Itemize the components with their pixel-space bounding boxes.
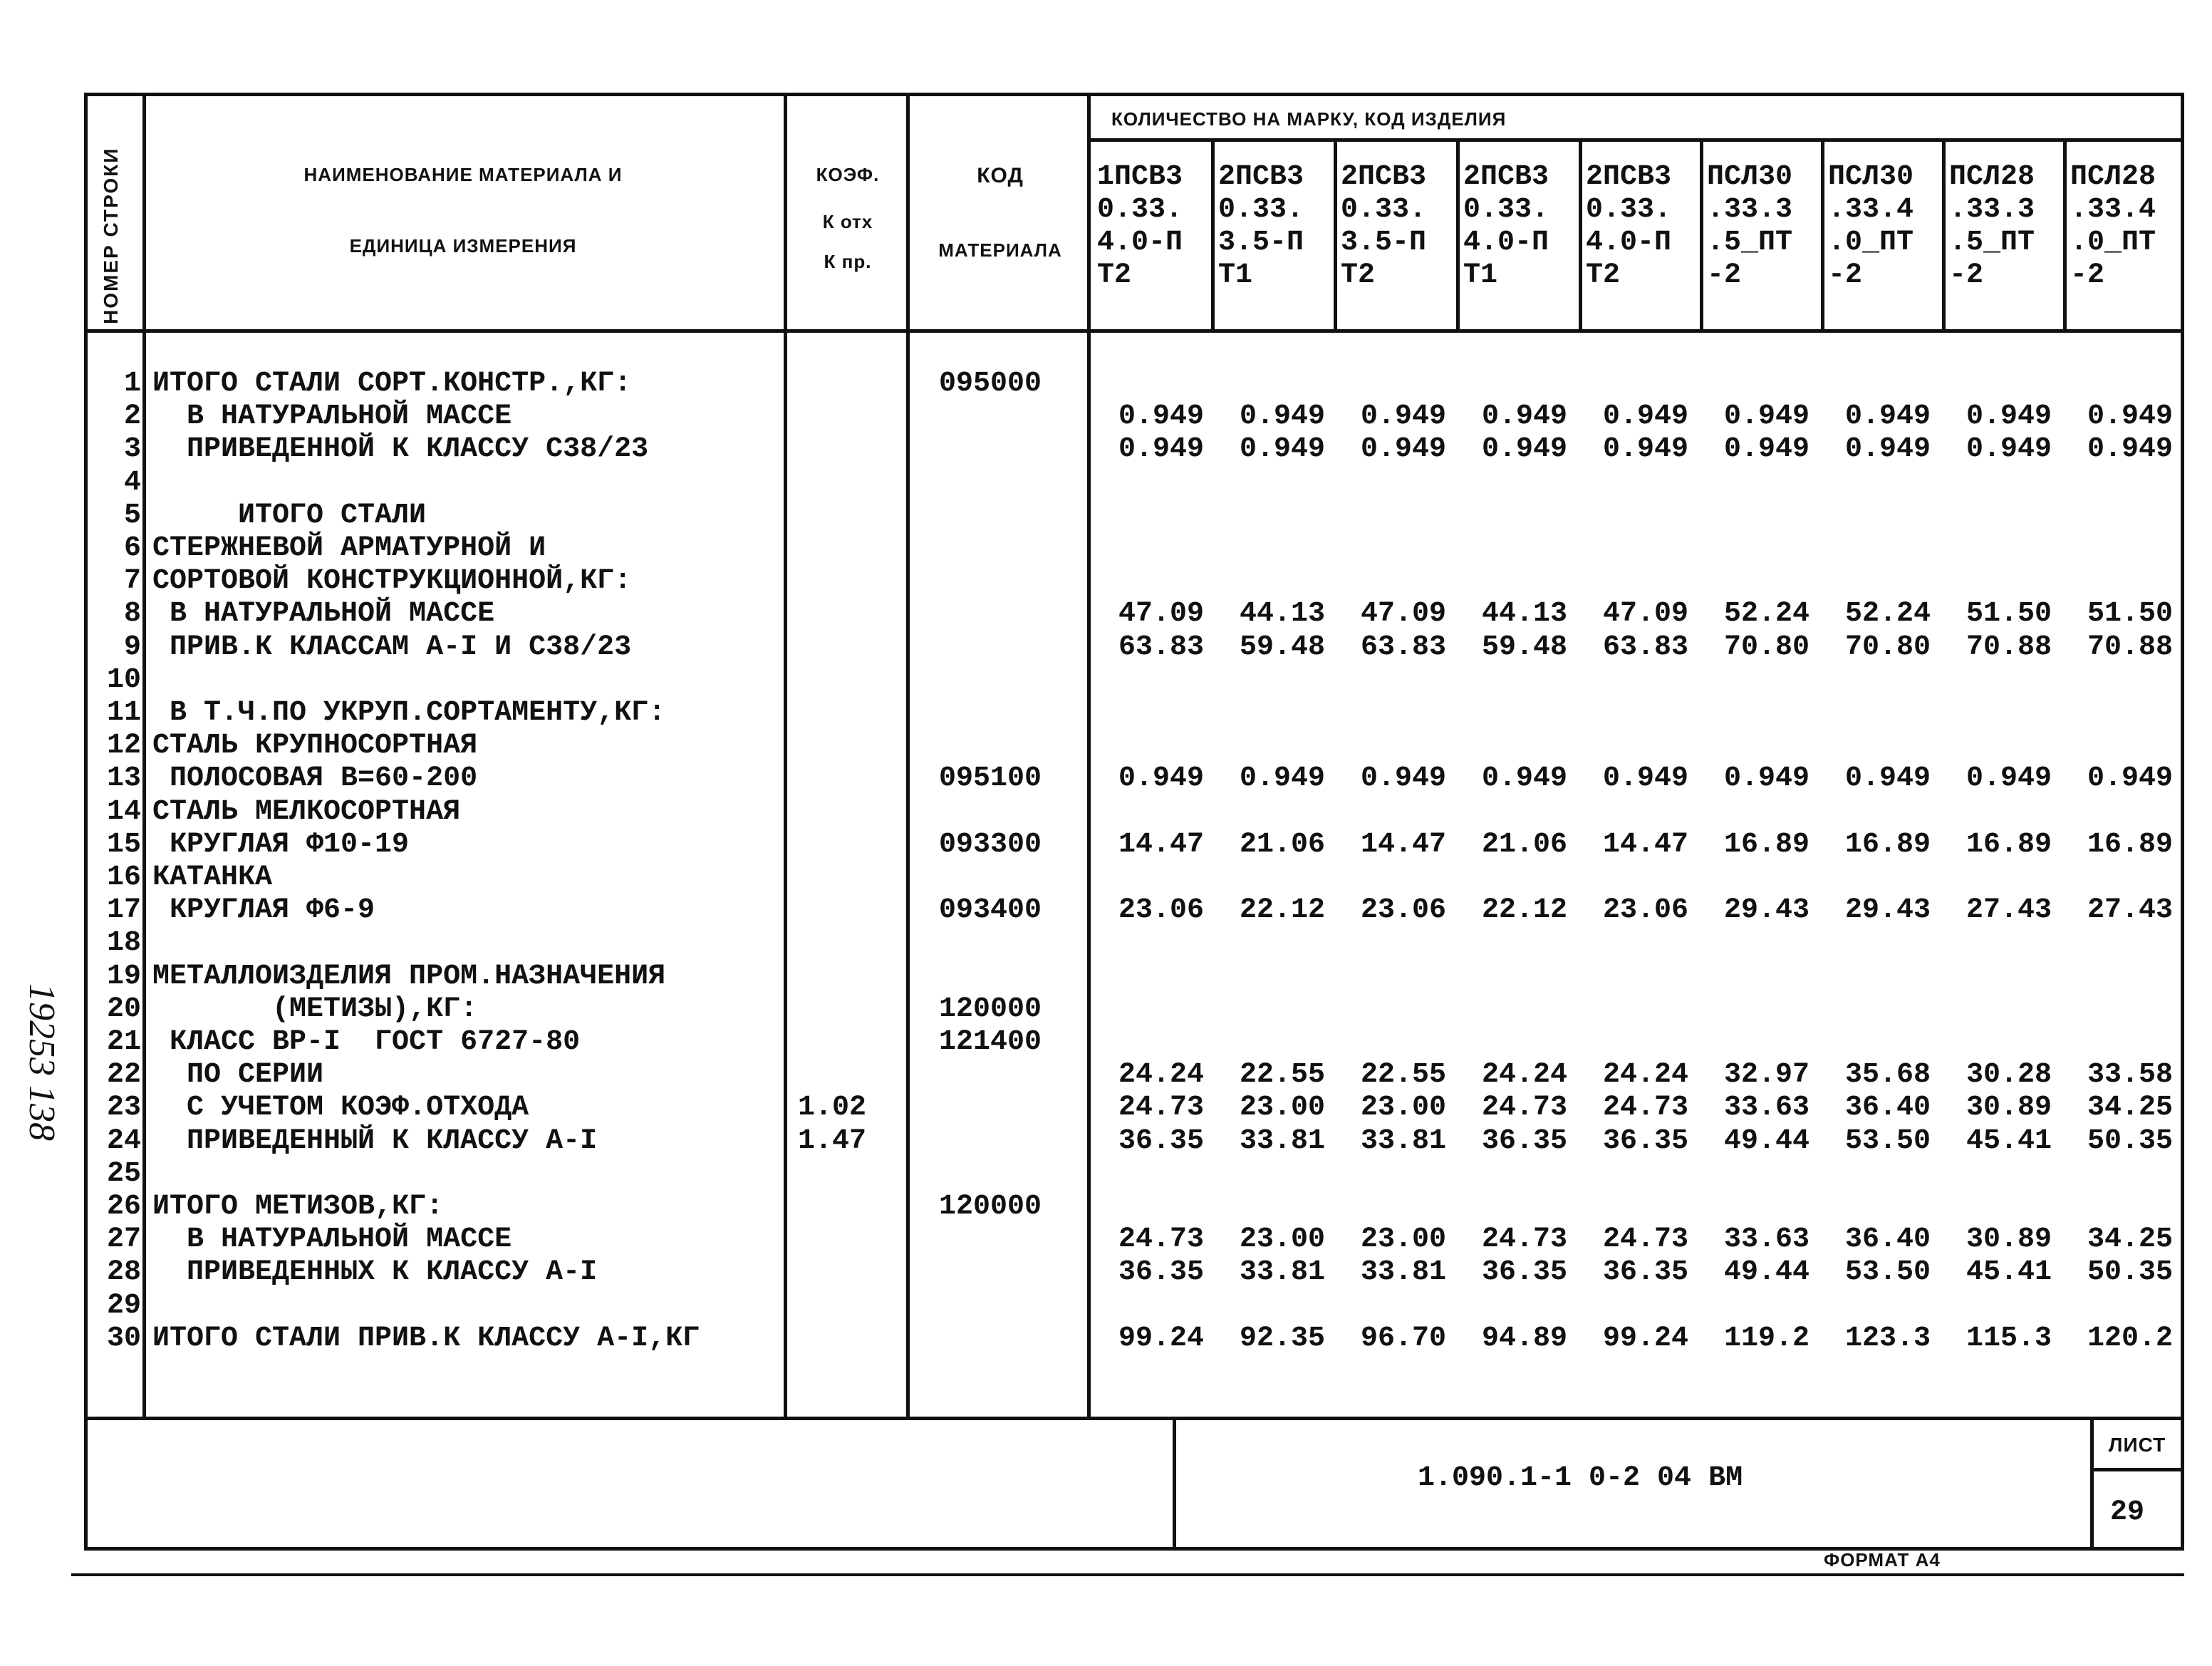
quantity-value: 21.06	[1239, 828, 1325, 861]
rule-quantity-header	[1087, 138, 2184, 142]
quantity-value: 0.949	[2087, 400, 2173, 433]
column-header-8-line2: .33.3	[1949, 194, 2035, 226]
quantity-value: 14.47	[1360, 828, 1446, 861]
quantity-value: 23.06	[1602, 894, 1688, 927]
row-number: 14	[106, 795, 141, 828]
divider-col1	[1211, 138, 1215, 331]
quantity-value: 29.43	[1723, 894, 1809, 927]
column-header-3-line3: 3.5-П	[1341, 227, 1427, 259]
row-number: 11	[106, 697, 141, 729]
row-number: 24	[106, 1124, 141, 1157]
material-code: 093400	[939, 894, 1042, 927]
material-name: ПОЛОСОВАЯ В=60-200	[152, 762, 478, 795]
coef-header-line1: КОЭФ.	[816, 164, 880, 185]
quantity-value: 33.58	[2087, 1059, 2173, 1092]
quantity-header: КОЛИЧЕСТВО НА МАРКУ, КОД ИЗДЕЛИЯ	[1111, 108, 1507, 130]
name-header-line1: НАИМЕНОВАНИЕ МАТЕРИАЛА И	[303, 164, 623, 185]
column-header-1-line3: 4.0-П	[1097, 227, 1183, 259]
quantity-value: 36.35	[1602, 1256, 1688, 1289]
code-header-line1: КОД	[977, 164, 1024, 187]
quantity-value: 49.44	[1723, 1124, 1809, 1157]
material-name: КРУГЛАЯ Ф6-9	[152, 894, 375, 927]
quantity-value: 34.25	[2087, 1092, 2173, 1124]
quantity-value: 115.3	[1966, 1322, 2052, 1355]
sheet-label: ЛИСТ	[2108, 1434, 2166, 1456]
quantity-value: 27.43	[1966, 894, 2052, 927]
row-number: 2	[123, 400, 141, 433]
quantity-value: 22.55	[1239, 1059, 1325, 1092]
coefficient: 1.02	[798, 1092, 867, 1124]
material-name: (МЕТИЗЫ),КГ:	[152, 993, 478, 1025]
quantity-value: 47.09	[1118, 598, 1204, 631]
column-header-5-line2: 0.33.	[1586, 194, 1672, 226]
quantity-value: 32.97	[1723, 1059, 1809, 1092]
quantity-value: 0.949	[1844, 433, 1931, 466]
column-header-8-line1: ПСЛ28	[1949, 161, 2035, 193]
material-name: КАТАНКА	[152, 862, 273, 894]
column-header-6-line4: -2	[1707, 259, 1742, 291]
material-name: ИТОГО СТАЛИ ПРИВ.К КЛАССУ А-I,КГ	[152, 1322, 700, 1355]
quantity-value: 70.80	[1723, 631, 1809, 663]
quantity-value: 0.949	[1239, 762, 1325, 795]
quantity-value: 0.949	[1118, 762, 1204, 795]
quantity-value: 0.949	[1360, 433, 1446, 466]
document-code: 1.090.1-1 0-2 04 ВМ	[1418, 1462, 1743, 1494]
material-name: ПРИВЕДЕННОЙ К КЛАССУ С38/23	[152, 433, 649, 466]
quantity-value: 92.35	[1239, 1322, 1325, 1355]
divider-coef	[906, 93, 910, 1418]
material-name: В НАТУРАЛЬНОЙ МАССЕ	[152, 598, 495, 631]
quantity-value: 51.50	[1966, 598, 2052, 631]
row-number: 15	[106, 828, 141, 861]
quantity-value: 16.89	[2087, 828, 2173, 861]
quantity-value: 99.24	[1602, 1322, 1688, 1355]
column-header-7-line4: -2	[1828, 259, 1863, 291]
quantity-value: 36.35	[1481, 1256, 1567, 1289]
material-code: 120000	[939, 1191, 1042, 1223]
quantity-value: 0.949	[1239, 433, 1325, 466]
quantity-value: 24.73	[1602, 1223, 1688, 1256]
name-header-line2: ЕДИНИЦА ИЗМЕРЕНИЯ	[349, 235, 577, 257]
row-number: 26	[106, 1191, 141, 1223]
quantity-value: 24.73	[1602, 1092, 1688, 1124]
divider-col6	[1821, 138, 1824, 331]
material-code: 093300	[939, 828, 1042, 861]
material-name: КЛАСС ВР-I ГОСТ 6727-80	[152, 1026, 581, 1058]
column-header-2-line4: Т1	[1218, 259, 1253, 291]
code-header-line2: МАТЕРИАЛА	[938, 239, 1062, 261]
quantity-value: 53.50	[1844, 1256, 1931, 1289]
divider-name	[784, 93, 787, 1418]
quantity-value: 0.949	[1481, 400, 1567, 433]
quantity-value: 59.48	[1239, 631, 1325, 663]
quantity-value: 24.24	[1602, 1059, 1688, 1092]
material-name: СТАЛЬ КРУПНОСОРТНАЯ	[152, 730, 478, 762]
quantity-value: 14.47	[1118, 828, 1204, 861]
material-code: 095000	[939, 368, 1042, 400]
quantity-value: 0.949	[1723, 400, 1809, 433]
coefficient: 1.47	[798, 1124, 867, 1157]
quantity-value: 63.83	[1360, 631, 1446, 663]
quantity-value: 36.40	[1844, 1223, 1931, 1256]
quantity-value: 16.89	[1966, 828, 2052, 861]
column-header-1-line2: 0.33.	[1097, 194, 1183, 226]
quantity-value: 0.949	[2087, 433, 2173, 466]
quantity-value: 24.73	[1481, 1223, 1567, 1256]
quantity-value: 16.89	[1723, 828, 1809, 861]
quantity-value: 0.949	[1602, 762, 1688, 795]
rule-header-bottom	[84, 329, 2184, 333]
column-header-9-line3: .0_ПТ	[2070, 227, 2156, 259]
divider-rownum	[142, 93, 146, 1418]
column-header-6-line2: .33.3	[1707, 194, 1793, 226]
column-header-7-line1: ПСЛ30	[1828, 161, 1914, 193]
quantity-value: 0.949	[1239, 400, 1325, 433]
quantity-value: 24.73	[1481, 1092, 1567, 1124]
stamp-sheet-divider	[2090, 1417, 2094, 1551]
column-header-7-line2: .33.4	[1828, 194, 1914, 226]
column-header-9-line1: ПСЛ28	[2070, 161, 2156, 193]
quantity-value: 123.3	[1844, 1322, 1931, 1355]
row-number: 23	[106, 1092, 141, 1124]
quantity-value: 51.50	[2087, 598, 2173, 631]
quantity-value: 0.949	[1118, 400, 1204, 433]
quantity-value: 0.949	[1966, 762, 2052, 795]
material-name: МЕТАЛЛОИЗДЕЛИЯ ПРОМ.НАЗНАЧЕНИЯ	[152, 960, 666, 993]
row-number: 18	[106, 927, 141, 960]
material-name: КРУГЛАЯ Ф10-19	[152, 828, 410, 861]
column-header-6-line3: .5_ПТ	[1707, 227, 1793, 259]
material-name: СТЕРЖНЕВОЙ АРМАТУРНОЙ И	[152, 532, 546, 564]
quantity-value: 0.949	[1844, 762, 1931, 795]
material-name: ПРИВЕДЕННЫЙ К КЛАССУ А-I	[152, 1124, 598, 1157]
coef-header-line3: К пр.	[824, 251, 872, 272]
quantity-value: 21.06	[1481, 828, 1567, 861]
row-number-header: НОМЕР СТРОКИ	[100, 147, 122, 324]
quantity-value: 63.83	[1602, 631, 1688, 663]
quantity-value: 44.13	[1481, 598, 1567, 631]
quantity-value: 44.13	[1239, 598, 1325, 631]
divider-col2	[1334, 138, 1337, 331]
quantity-value: 0.949	[1481, 762, 1567, 795]
row-number: 30	[106, 1322, 141, 1355]
quantity-value: 0.949	[2087, 762, 2173, 795]
quantity-value: 23.00	[1239, 1223, 1325, 1256]
quantity-value: 0.949	[1966, 400, 2052, 433]
quantity-value: 36.35	[1602, 1124, 1688, 1157]
row-number: 9	[123, 631, 141, 663]
column-header-9-line4: -2	[2070, 259, 2105, 291]
quantity-value: 0.949	[1844, 400, 1931, 433]
quantity-value: 30.89	[1966, 1092, 2052, 1124]
column-header-1-line1: 1ПСВ3	[1097, 161, 1183, 193]
quantity-value: 24.73	[1118, 1223, 1204, 1256]
quantity-value: 36.35	[1118, 1124, 1204, 1157]
divider-col8	[2063, 138, 2067, 331]
column-header-2-line2: 0.33.	[1218, 194, 1304, 226]
quantity-value: 24.73	[1118, 1092, 1204, 1124]
material-code: 121400	[939, 1026, 1042, 1058]
quantity-value: 70.88	[1966, 631, 2052, 663]
quantity-value: 45.41	[1966, 1124, 2052, 1157]
quantity-value: 33.81	[1360, 1124, 1446, 1157]
material-name: В Т.Ч.ПО УКРУП.СОРТАМЕНТУ,КГ:	[152, 697, 666, 729]
quantity-value: 33.63	[1723, 1092, 1809, 1124]
row-number: 13	[106, 762, 141, 795]
bottom-trim-line	[71, 1573, 2184, 1576]
row-number: 10	[106, 663, 141, 696]
quantity-value: 36.40	[1844, 1092, 1931, 1124]
material-name: ПРИВ.К КЛАССАМ А-I И С38/23	[152, 631, 632, 663]
row-number: 7	[123, 565, 141, 598]
quantity-value: 0.949	[1602, 433, 1688, 466]
material-name: В НАТУРАЛЬНОЙ МАССЕ	[152, 1223, 512, 1256]
format-label: ФОРМАТ А4	[1824, 1549, 1941, 1571]
material-code: 095100	[939, 762, 1042, 795]
quantity-value: 33.81	[1239, 1124, 1325, 1157]
quantity-value: 0.949	[1360, 400, 1446, 433]
row-number: 3	[123, 433, 141, 466]
quantity-value: 63.83	[1118, 631, 1204, 663]
quantity-value: 0.949	[1723, 762, 1809, 795]
quantity-value: 53.50	[1844, 1124, 1931, 1157]
row-number: 6	[123, 532, 141, 564]
row-number: 1	[123, 368, 141, 400]
column-header-8-line4: -2	[1949, 259, 1984, 291]
column-header-4-line1: 2ПСВ3	[1463, 161, 1549, 193]
quantity-value: 33.81	[1239, 1256, 1325, 1289]
row-number: 4	[123, 466, 141, 499]
row-number: 25	[106, 1157, 141, 1190]
quantity-value: 36.35	[1481, 1124, 1567, 1157]
quantity-value: 23.00	[1239, 1092, 1325, 1124]
quantity-value: 30.89	[1966, 1223, 2052, 1256]
quantity-value: 52.24	[1844, 598, 1931, 631]
quantity-value: 23.06	[1360, 894, 1446, 927]
quantity-value: 33.63	[1723, 1223, 1809, 1256]
quantity-value: 52.24	[1723, 598, 1809, 631]
divider-code	[1087, 93, 1091, 1418]
quantity-value: 96.70	[1360, 1322, 1446, 1355]
material-name: ИТОГО МЕТИЗОВ,КГ:	[152, 1191, 444, 1223]
side-note: 19253 138	[21, 983, 62, 1141]
quantity-value: 16.89	[1844, 828, 1931, 861]
divider-col5	[1700, 138, 1703, 331]
row-number: 8	[123, 598, 141, 631]
quantity-value: 35.68	[1844, 1059, 1931, 1092]
quantity-value: 29.43	[1844, 894, 1931, 927]
material-name: СОРТОВОЙ КОНСТРУКЦИОННОЙ,КГ:	[152, 565, 632, 598]
quantity-value: 23.00	[1360, 1223, 1446, 1256]
material-name: СТАЛЬ МЕЛКОСОРТНАЯ	[152, 795, 461, 828]
column-header-8-line3: .5_ПТ	[1949, 227, 2035, 259]
column-header-9-line2: .33.4	[2070, 194, 2156, 226]
quantity-value: 0.949	[1360, 762, 1446, 795]
row-number: 29	[106, 1289, 141, 1322]
stamp-sheet-rule	[2090, 1468, 2184, 1471]
column-header-4-line2: 0.33.	[1463, 194, 1549, 226]
rule-stamp-top	[84, 1417, 2184, 1420]
column-header-5-line3: 4.0-П	[1586, 227, 1672, 259]
column-header-3-line1: 2ПСВ3	[1341, 161, 1427, 193]
row-number: 21	[106, 1026, 141, 1058]
quantity-value: 50.35	[2087, 1256, 2173, 1289]
quantity-value: 70.88	[2087, 631, 2173, 663]
quantity-value: 22.12	[1481, 894, 1567, 927]
row-number: 27	[106, 1223, 141, 1256]
column-header-3-line2: 0.33.	[1341, 194, 1427, 226]
column-header-4-line4: Т1	[1463, 259, 1498, 291]
row-number: 20	[106, 993, 141, 1025]
row-number: 17	[106, 894, 141, 927]
column-header-7-line3: .0_ПТ	[1828, 227, 1914, 259]
quantity-value: 23.06	[1118, 894, 1204, 927]
row-number: 16	[106, 862, 141, 894]
quantity-value: 49.44	[1723, 1256, 1809, 1289]
quantity-value: 70.80	[1844, 631, 1931, 663]
quantity-value: 14.47	[1602, 828, 1688, 861]
quantity-value: 119.2	[1723, 1322, 1809, 1355]
row-number: 5	[123, 499, 141, 532]
column-header-1-line4: Т2	[1097, 259, 1132, 291]
material-name: С УЧЕТОМ КОЭФ.ОТХОДА	[152, 1092, 529, 1124]
quantity-value: 34.25	[2087, 1223, 2173, 1256]
material-name: ПО СЕРИИ	[152, 1059, 324, 1092]
quantity-value: 59.48	[1481, 631, 1567, 663]
quantity-value: 24.24	[1481, 1059, 1567, 1092]
column-header-5-line1: 2ПСВ3	[1586, 161, 1672, 193]
quantity-value: 45.41	[1966, 1256, 2052, 1289]
divider-col4	[1579, 138, 1582, 331]
quantity-value: 22.55	[1360, 1059, 1446, 1092]
column-header-5-line4: Т2	[1586, 259, 1621, 291]
quantity-value: 0.949	[1966, 433, 2052, 466]
column-header-3-line4: Т2	[1341, 259, 1376, 291]
quantity-value: 30.28	[1966, 1059, 2052, 1092]
quantity-value: 0.949	[1602, 400, 1688, 433]
material-name: В НАТУРАЛЬНОЙ МАССЕ	[152, 400, 512, 433]
coef-header-line2: К отх	[822, 211, 873, 232]
column-header-2-line3: 3.5-П	[1218, 227, 1304, 259]
column-header-6-line1: ПСЛ30	[1707, 161, 1793, 193]
row-number: 28	[106, 1256, 141, 1289]
quantity-value: 0.949	[1481, 433, 1567, 466]
quantity-value: 24.24	[1118, 1059, 1204, 1092]
sheet-number: 29	[2110, 1496, 2145, 1528]
quantity-value: 47.09	[1360, 598, 1446, 631]
quantity-value: 47.09	[1602, 598, 1688, 631]
quantity-value: 27.43	[2087, 894, 2173, 927]
quantity-value: 120.2	[2087, 1322, 2173, 1355]
divider-col3	[1456, 138, 1460, 331]
material-name: ПРИВЕДЕННЫХ К КЛАССУ А-I	[152, 1256, 598, 1289]
quantity-value: 36.35	[1118, 1256, 1204, 1289]
row-number: 19	[106, 960, 141, 993]
divider-col7	[1942, 138, 1946, 331]
quantity-value: 22.12	[1239, 894, 1325, 927]
column-header-2-line1: 2ПСВ3	[1218, 161, 1304, 193]
quantity-value: 0.949	[1118, 433, 1204, 466]
stamp-divider	[1173, 1417, 1176, 1551]
material-name: ИТОГО СТАЛИ СОРТ.КОНСТР.,КГ:	[152, 368, 632, 400]
material-code: 120000	[939, 993, 1042, 1025]
quantity-value: 50.35	[2087, 1124, 2173, 1157]
row-number: 12	[106, 730, 141, 762]
quantity-value: 99.24	[1118, 1322, 1204, 1355]
quantity-value: 94.89	[1481, 1322, 1567, 1355]
material-name: ИТОГО СТАЛИ	[152, 499, 427, 532]
row-number: 22	[106, 1059, 141, 1092]
column-header-4-line3: 4.0-П	[1463, 227, 1549, 259]
quantity-value: 33.81	[1360, 1256, 1446, 1289]
quantity-value: 0.949	[1723, 433, 1809, 466]
quantity-value: 23.00	[1360, 1092, 1446, 1124]
